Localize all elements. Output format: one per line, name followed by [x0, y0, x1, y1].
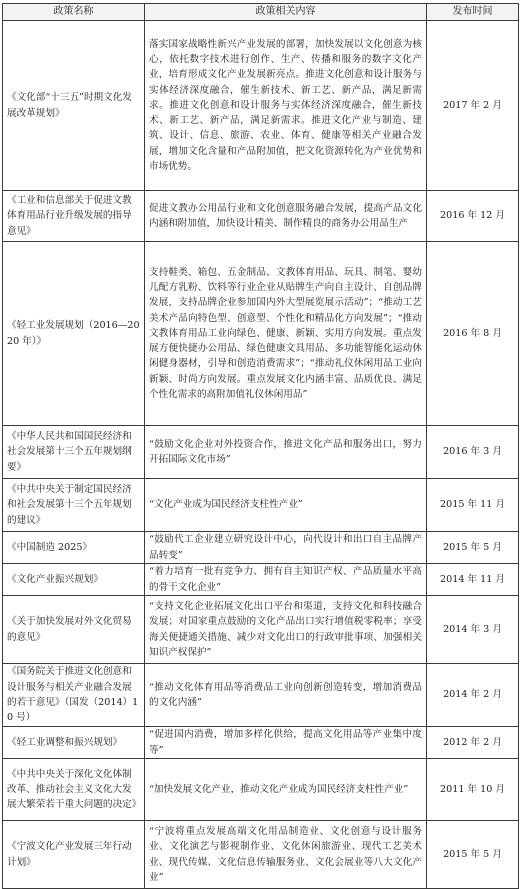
policy-content: “推动文化体育用品等消费品工业向创新创造转变，增加消费品的文化内涵” — [145, 664, 427, 727]
policy-name: 《中共中央关于深化文化体制改革、推动社会主义文化大发展大繁荣若干重大问题的决定》 — [3, 759, 145, 821]
publish-date: 2015 年 5 月 — [427, 532, 519, 564]
policy-content: 促进文教办公用品行业和文化创意服务融合发展，提高产品文化内涵和附加值，加快设计精美、制作精良的商务办公用品生产 — [145, 191, 427, 242]
policy-name: 《文化部“十三五”时期文化发展改革规划》 — [3, 21, 145, 191]
table-row — [3, 426, 519, 479]
publish-date: 2014 年 3 月 — [427, 596, 519, 664]
table-row — [3, 564, 519, 596]
policy-name: 《中共中央关于制定国民经济和社会发展第十三个五年规划的建议》 — [3, 479, 145, 532]
publish-date: 2016 年 12 月 — [427, 191, 519, 242]
policy-content: “加快发展文化产业，推动文化产业成为国民经济支柱性产业” — [145, 759, 427, 821]
publish-date: 2016 年 3 月 — [427, 426, 519, 479]
table-row — [3, 242, 519, 426]
publish-date: 2015 年 11 月 — [427, 479, 519, 532]
table-row — [3, 596, 519, 664]
policy-name: 《文化产业振兴规划》 — [3, 564, 145, 596]
publish-date: 2011 年 10 月 — [427, 759, 519, 821]
policy-table — [2, 3, 519, 889]
policy-name: 《轻工业调整和振兴规划》 — [3, 727, 145, 759]
publish-date: 2017 年 2 月 — [427, 21, 519, 191]
policy-name: 《中华人民共和国国民经济和社会发展第十三个五年规划纲要》 — [3, 426, 145, 479]
policy-content: “鼓励文化企业对外投资合作，推进文化产品和服务出口，努力开拓国际文化市场” — [145, 426, 427, 479]
header-policy-name: 政策名称 — [3, 4, 145, 21]
publish-date: 2015 年 5 月 — [427, 821, 519, 889]
publish-date: 2014 年 11 月 — [427, 564, 519, 596]
header-policy-content: 政策相关内容 — [145, 4, 427, 21]
policy-name: 《轻工业发展规划（2016—2020 年）》 — [3, 242, 145, 426]
policy-name: 《关于加快发展对外文化贸易的意见》 — [3, 596, 145, 664]
publish-date: 2014 年 2 月 — [427, 664, 519, 727]
policy-content: 落实国家战略性新兴产业发展的部署，加快发展以文化创意为核心，依托数字技术进行创作、生产、传播和服务的数字文化产业，培育形成文化产业发展新亮点。推进文化创意和设计服务与实体经济深度融合，催生新技术、新工艺、新产品，满足新需求。推进文化创意和设计服务与实体经济深度融合，催生新技术、新工艺、新产品，满足新需求。推进文化产业与制造、建筑、设计、信息、旅游、农业、体育、健康等相关产业融合发展，增加文化含量和产品附加值，把文化资源转化为产业优势和市场优势。 — [145, 21, 427, 191]
policy-content: “文化产业成为国民经济支柱性产业” — [145, 479, 427, 532]
table-row — [3, 532, 519, 564]
table-row — [3, 479, 519, 532]
policy-content: “支持文化企业拓展文化出口平台和渠道，支持文化和科技融合发展；对国家重点鼓励的文化产品出口实行增值税零税率；享受海关便捷通关措施、减少对文化出口的行政审批事项、加强相关知识产权保护” — [145, 596, 427, 664]
table-row — [3, 664, 519, 727]
table-row — [3, 821, 519, 889]
policy-name: 《中国制造 2025》 — [3, 532, 145, 564]
publish-date: 2012 年 2 月 — [427, 727, 519, 759]
policy-content: “宁波将重点发展高端文化用品制造业、文化创意与设计服务业、文化演艺与影视制作业、文化休闲旅游业、现代工艺美术业、现代传媒、文化信息传输服务业、文化会展业等八大文化产业” — [145, 821, 427, 889]
publish-date: 2016 年 8 月 — [427, 242, 519, 426]
policy-name: 《国务院关于推进文化创意和设计服务与相关产业融合发展的若干意见》（国发（2014）10 号） — [3, 664, 145, 727]
policy-content: “着力培育一批有竞争力、拥有自主知识产权、产品质量水平高的骨干文化企业” — [145, 564, 427, 596]
policy-content: 支持鞋类、箱包、五金制品、文教体育用品、玩具、制笔、婴幼儿配方乳粉、饮料等行业企业从贴牌生产向自主设计、自创品牌发展，支持品牌企业参加国内外大型展览展示活动”；“推动工艺美术产品向特色型、创意型、个性化和精品化方向发展”；“推动文教体育用品工业向绿色、健康、新颖、实用方向发展。重点发展方便快捷办公用品、绿色健康文具用品、多功能智能化运动休闲健身器材，引导和创造消费需求”；“推动礼仪休闲用品工业向新颖、时尚方向发展。重点发展文化内涵丰富、品质优良、满足个性化需求的高附加值礼仪休闲用品” — [145, 242, 427, 426]
policy-content: “鼓励代工企业建立研究设计中心，向代设计和出口自主品牌产品转变” — [145, 532, 427, 564]
table-row — [3, 21, 519, 191]
table-row — [3, 191, 519, 242]
header-publish-date: 发布时间 — [427, 4, 519, 21]
policy-name: 《工业和信息部关于促进文教体育用品行业升级发展的指导意见》 — [3, 191, 145, 242]
table-row — [3, 727, 519, 759]
policy-content: “促进国内消费，增加多样化供给，提高文化用品等产业集中度等” — [145, 727, 427, 759]
header-row — [3, 4, 519, 21]
table-row — [3, 759, 519, 821]
policy-name: 《宁波文化产业发展三年行动计划》 — [3, 821, 145, 889]
